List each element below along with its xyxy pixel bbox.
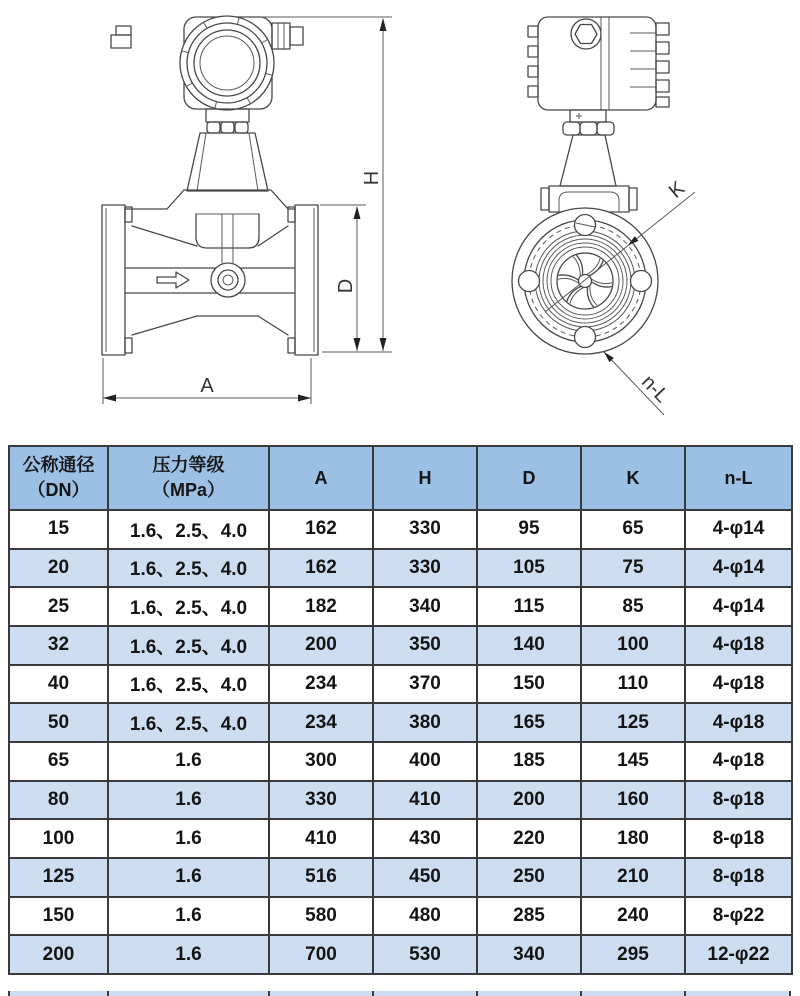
table-cell: 4-φ14 [685,587,792,626]
table-cell: 1.6 [108,935,269,974]
table-cell: 1.6、2.5、4.0 [108,587,269,626]
table-cell: 700 [269,935,373,974]
table-cell: 200 [9,935,108,974]
transmitter-head [180,16,274,110]
table-cell: 8-φ18 [685,781,792,820]
table-cell: 180 [581,819,685,858]
col-header-k: K [581,446,685,510]
table-cell: 200 [269,626,373,665]
table-cell: 1.6、2.5、4.0 [108,549,269,588]
dimension-table [8,445,791,975]
table-cell: 105 [477,549,581,588]
dim-label-nl: n-L [637,370,673,408]
col-header-a: A [269,446,373,510]
table-cell: 240 [581,897,685,936]
table-cell: 50 [9,703,108,742]
table-cell: 285 [477,897,581,936]
table-row [9,665,792,704]
table-cell: 410 [373,781,477,820]
front-view [102,16,392,404]
table-cell: 480 [373,897,477,936]
table-cell: 140 [477,626,581,665]
table-cell: 65 [581,510,685,549]
table-cell: 210 [581,858,685,897]
table-cell: 4-φ18 [685,626,792,665]
table-cell: 380 [373,703,477,742]
neck-side [541,110,637,212]
table-cell: 330 [373,549,477,588]
table-cell: 145 [581,742,685,781]
table-cell: 65 [9,742,108,781]
housing-side [528,17,669,110]
table-cell: 32 [9,626,108,665]
dimension-d [320,205,366,351]
table-cell: 125 [581,703,685,742]
table-header [9,446,792,510]
table-cell: 110 [581,665,685,704]
table-cell: 1.6 [108,897,269,936]
table-cell: 165 [477,703,581,742]
table-row [9,935,792,974]
table-cell: 12-φ22 [685,935,792,974]
dim-label-d: D [335,278,357,294]
table-cell: 4-φ18 [685,665,792,704]
mounting-bracket [125,190,295,263]
table-cell: 370 [373,665,477,704]
table-cell: 95 [477,510,581,549]
table-cell: 40 [9,665,108,704]
flow-direction-arrow-icon [157,272,189,288]
table-row [9,587,792,626]
table-cell: 516 [269,858,373,897]
table-cell: 340 [373,587,477,626]
table-cell: 250 [477,858,581,897]
dim-label-k: K [664,177,690,203]
table-cell: 430 [373,819,477,858]
table-row [9,742,792,781]
meter-neck [187,109,268,191]
table-cell: 450 [373,858,477,897]
col-header-nl: n-L [685,446,792,510]
bolt-hole-right [631,271,652,292]
table-cell: 1.6、2.5、4.0 [108,510,269,549]
table-cell: 4-φ18 [685,703,792,742]
table-cell: 1.6 [108,858,269,897]
table-cell: 20 [9,549,108,588]
table-cell: 1.6 [108,742,269,781]
table-cell: 1.6 [108,819,269,858]
table-row [9,858,792,897]
table-cell: 160 [581,781,685,820]
table-cell: 1.6、2.5、4.0 [108,665,269,704]
partial-next-row [8,991,791,996]
table-cell: 8-φ18 [685,819,792,858]
table-cell: 1.6、2.5、4.0 [108,626,269,665]
table-cell: 530 [373,935,477,974]
table-cell: 220 [477,819,581,858]
table-cell: 25 [9,587,108,626]
table-cell: 85 [581,587,685,626]
table-cell: 182 [269,587,373,626]
table-cell: 125 [9,858,108,897]
table-cell: 410 [269,819,373,858]
table-cell: 100 [9,819,108,858]
col-header-dn: 公称通径 （DN） [9,446,108,510]
table-cell: 75 [581,549,685,588]
table-cell: 150 [9,897,108,936]
col-header-pressure: 压力等级 （MPa） [108,446,269,510]
table-cell: 400 [373,742,477,781]
table-cell: 200 [477,781,581,820]
cable-gland-right-icon [272,23,303,49]
table-cell: 234 [269,665,373,704]
table-row [9,510,792,549]
col-header-d: D [477,446,581,510]
bolt-hole-bottom [575,327,596,348]
table-row [9,781,792,820]
table-cell: 340 [477,935,581,974]
table-cell: 295 [581,935,685,974]
table-cell: 115 [477,587,581,626]
table-row [9,819,792,858]
side-view [512,17,695,415]
table-cell: 4-φ14 [685,510,792,549]
table-cell: 1.6、2.5、4.0 [108,703,269,742]
flange-face [512,208,658,354]
technical-drawing [0,0,800,440]
dimension-a [103,358,311,404]
table-cell: 234 [269,703,373,742]
table-cell: 4-φ18 [685,742,792,781]
table-cell: 330 [269,781,373,820]
table-cell: 150 [477,665,581,704]
table-cell: 4-φ14 [685,549,792,588]
table-cell: 8-φ18 [685,858,792,897]
dim-label-h: H [361,170,383,186]
meter-body [102,205,318,355]
table-cell: 8-φ22 [685,897,792,936]
table-row [9,703,792,742]
table-cell: 350 [373,626,477,665]
table-body [9,510,792,974]
table-cell: 162 [269,510,373,549]
table-cell: 15 [9,510,108,549]
table-cell: 100 [581,626,685,665]
col-header-h: H [373,446,477,510]
cable-gland-left-icon [111,26,131,48]
table-cell: 162 [269,549,373,588]
table-cell: 300 [269,742,373,781]
dim-label-a: A [200,375,214,397]
table-row [9,897,792,936]
table-cell: 1.6 [108,781,269,820]
bolt-hole-left [519,271,540,292]
table-row [9,626,792,665]
table-cell: 330 [373,510,477,549]
table-row [9,549,792,588]
dimension-nl [604,352,673,415]
table-cell: 580 [269,897,373,936]
table-cell: 80 [9,781,108,820]
table-cell: 185 [477,742,581,781]
dimension-h [262,17,392,352]
